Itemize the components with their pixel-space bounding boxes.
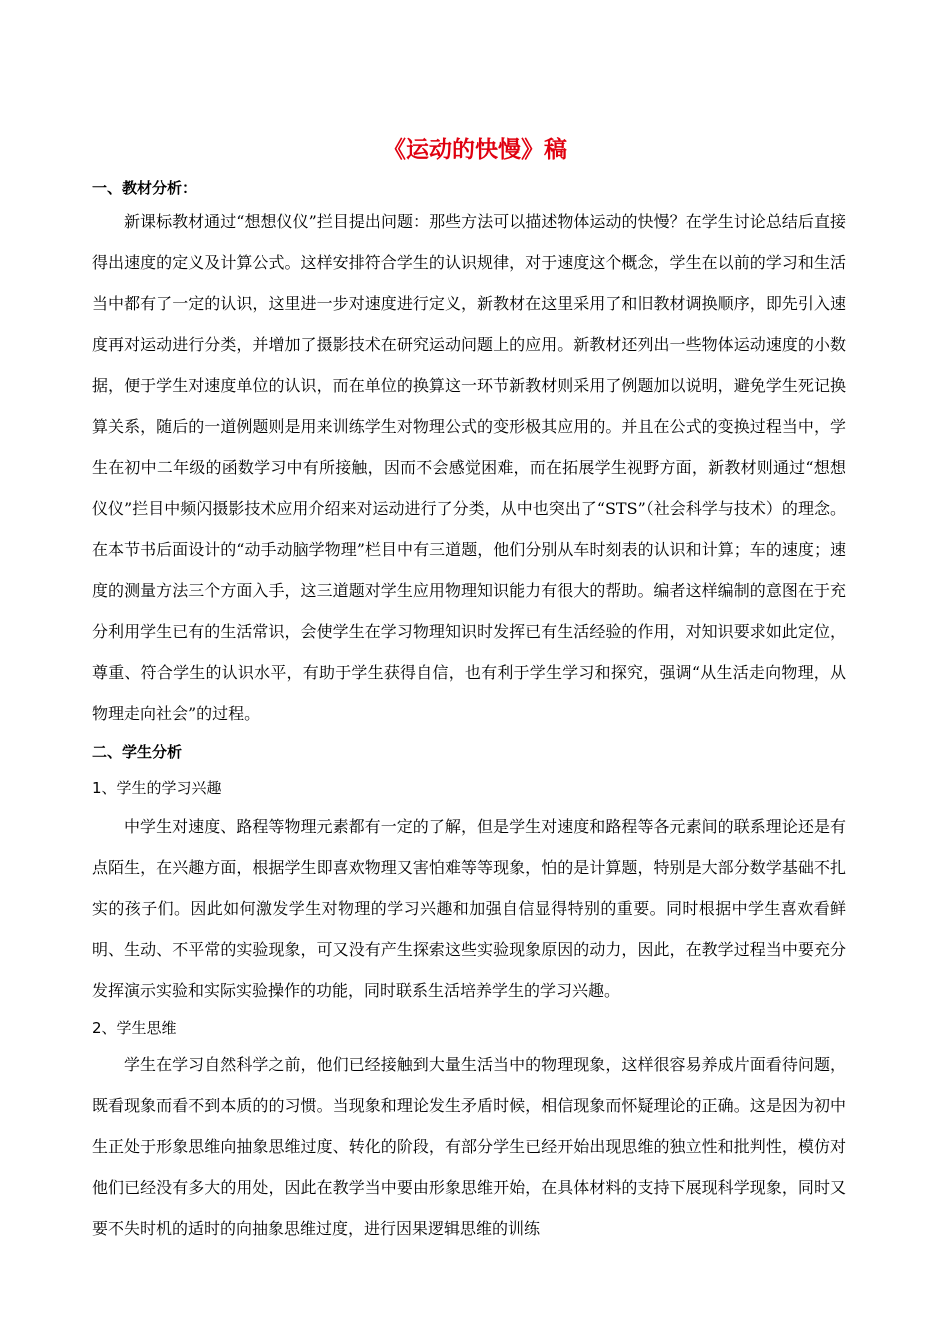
paragraph-student-thinking: 学生在学习自然科学之前，他们已经接触到大量生活当中的物理现象，这样很容易养成片面看待问题，既看现象而看不到本质的的习惯。当现象和理论发生矛盾时候，相信现象而怀疑理论的正确。这是因为初中生正处于形象思维向抽象思维过度、转化的阶段，有部分学生已经开始出现思维的独立性和批判性，模仿对他们已经没有多大的用处，因此在教学当中要由形象思维开始，在具体材料的支持下展现科学现象，同时又要不失时机的适时的向抽象思维过度，进行因果逻辑思维的训练 [92, 1055, 846, 1238]
paragraph-learning-interest: 中学生对速度、路程等物理元素都有一定的了解，但是学生对速度和路程等各元素间的联系理论还是有点陌生，在兴趣方面，根据学生即喜欢物理又害怕难等等现象，怕的是计算题，特别是大部分数学基础不扎实的孩子们。因此如何激发学生对物理的学习兴趣和加强自信显得特别的重要。同时根据中学生喜欢看鲜明、生动、不平常的实验现象，可又没有产生探索这些实验现象原因的动力，因此，在教学过程当中要充分发挥演示实验和实际实验操作的功能，同时联系生活培养学生的学习兴趣。 [92, 817, 846, 1000]
paragraph-textbook-analysis: 新课标教材通过“想想仪仪”拦目提出问题：那些方法可以描述物体运动的快慢？在学生讨论总结后直接得出速度的定义及计算公式。这样安排符合学生的认识规律，对于速度这个概念，学生在以前的学习和生活当中都有了一定的认识，这里进一步对速度进行定义，新教材在这里采用了和旧教材调换顺序，即先引入速度再对运动进行分类，并增加了摄影技术在研究运动问题上的应用。新教材还列出一些物体运动速度的小数据，便于学生对速度单位的认识，而在单位的换算这一环节新教材则采用了例题加以说明，避免学生死记换算关系，随后的一道例题则是用来训练学生对物理公式的变形极其应用的。并且在公式的变换过程当中，学生在初中二年级的函数学习中有所接触，因而不会感觉困难，而在拓展学生视野方面，新教材则通过“想想仪仪”拦目中频闪摄影技术应用介绍来对运动进行了分类，从中也突出了“STS”（社会科学与技术）的理念。在本节书后面设计的“动手动脑学物理”栏目中有三道题，他们分别从车时刻表的认识和计算；车的速度；速度的测量方法三个方面入手，这三道题对学生应用物理知识能力有很大的帮助。编者这样编制的意图在于充分利用学生已有的生活常识，会使学生在学习物理知识时发挥已有生活经验的作用，对知识要求如此定位，尊重、符合学生的认识水平，有助于学生获得自信，也有利于学生学习和探究，强调“从生活走向物理，从物理走向社会”的过程。 [92, 212, 846, 723]
section-heading-textbook-analysis: 一、教材分析： [92, 179, 198, 197]
subheading-student-thinking: 2、学生思维 [92, 1019, 177, 1037]
section-heading-student-analysis: 二、学生分析 [92, 743, 183, 761]
document-title: 《运动的快慢》稿 [383, 137, 567, 163]
subheading-learning-interest: 1、学生的学习兴趣 [92, 779, 222, 797]
